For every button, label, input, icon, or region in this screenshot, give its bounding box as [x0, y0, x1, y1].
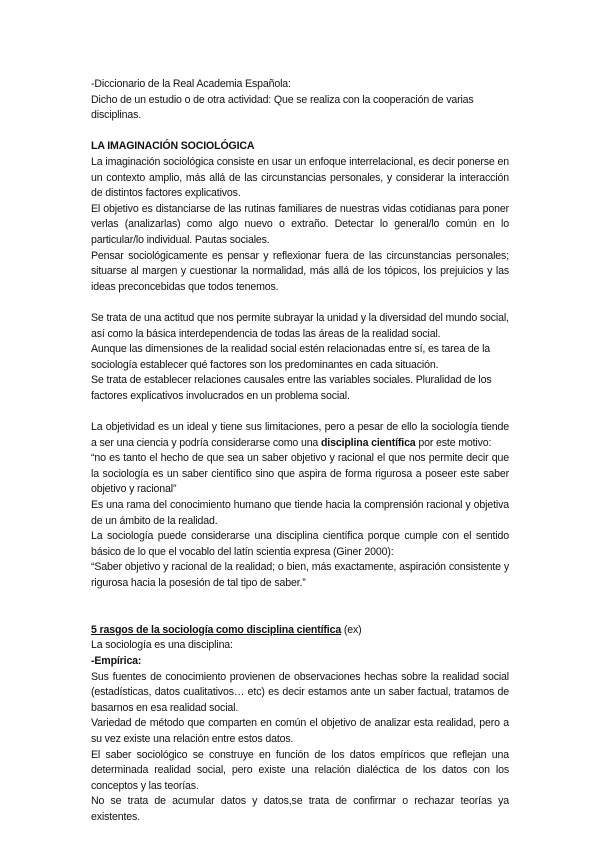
paragraph-7 — [91, 420, 509, 451]
paragraph-1: La imaginación sociológica consiste en usar un enfoque interrelacional, es decir ponerse en un contexto amplio, más allá de las circunstancias personales, y considerar la interacción de distintos factores explicativos. — [91, 155, 509, 200]
dictionary-definition: Dicho de un estudio o de otra actividad: Que se realiza con la cooperación de varias disciplinas. — [91, 93, 474, 122]
paragraph-4: Se trata de una actitud que nos permite subrayar la unidad y la diversidad del mundo social, así como la básica interdependencia de todas las áreas de la realidad social. — [91, 311, 509, 340]
paragraph-2: El objetivo es distanciarse de las rutinas familiares de nuestras vidas cotidianas para poner verlas (analizarlas) como algo nuevo o extraño. Detectar lo general/lo común en lo particular/lo individual. Pautas sociales. — [91, 202, 509, 246]
section-title-rasgos: 5 rasgos de la sociología como disciplina científica — [91, 623, 342, 636]
spacer — [91, 295, 509, 311]
spacer — [91, 592, 509, 608]
paragraph-11: Sus fuentes de conocimiento provienen de observaciones hechas sobre la realidad social (estadísticas, datos cualitativos… etc) es decir estamos ante un saber factual, tratamos de basarnos en esa realidad social. — [91, 670, 509, 714]
spacer — [91, 124, 509, 140]
dictionary-source: -Diccionario de la Real Academia Española: — [91, 78, 291, 90]
paragraph-3: Pensar sociológicamente es pensar y reflexionar fuera de las circunstancias personales; situarse al margen y cuestionar la normalidad, más allá de los tópicos, los prejuicios y las ideas preconcebidas que todos tenemos. — [91, 249, 509, 293]
spacer — [91, 607, 509, 623]
quote-2: “Saber objetivo y racional de la realidad; o bien, más exactamente, aspiración consistente y rigurosa hacia la posesión de tal tipo de saber.” — [91, 561, 509, 589]
document-body — [91, 77, 509, 826]
paragraph-14: No se trata de acumular datos y datos,se trata de confirmar o rechazar teorías ya existentes. — [91, 795, 509, 823]
paragraph-7-emphasis: disciplina científica — [320, 436, 416, 449]
spacer — [91, 404, 509, 420]
paragraph-8: Es una rama del conocimiento humano que tiende hacia la comprensión racional y objetiva de un ámbito de la realidad. — [91, 499, 509, 527]
section-title-imaginacion: LA IMAGINACIÓN SOCIOLÓGICA — [91, 140, 255, 153]
paragraph-5: Aunque las dimensiones de la realidad social estén relacionadas entre sí, es tarea de la sociología establecer qué factores son los predominantes en cada situación. — [91, 343, 491, 371]
paragraph-6: Se trata de establecer relaciones causales entre las variables sociales. Pluralidad de los factores explicativos involucrados en un problema social. — [91, 374, 492, 402]
paragraph-9: La sociología puede considerarse una disciplina científica porque cumple con el sentido básico de lo que el vocablo del latín scientia expresa (Giner 2000): — [91, 530, 509, 558]
paragraph-13: El saber sociológico se construye en función de los datos empíricos que reflejan una determinada realidad social, pero existe una relación dialéctica de los datos con los conceptos y las teorías. — [91, 748, 509, 792]
empirica-label: -Empírica: — [91, 654, 142, 667]
section-2-heading — [91, 623, 509, 639]
paragraph-12: Variedad de método que comparten en común el objetivo de analizar esta realidad, pero a su vez existe una relación entre estos datos. — [91, 717, 509, 745]
section-title-note: (ex) — [341, 623, 362, 636]
paragraph-10: La sociología es una disciplina: — [91, 639, 233, 652]
quote-1: “no es tanto el hecho de que sea un saber objetivo y racional el que nos permite decir que la sociología es un saber científico sino que aspira de forma rigurosa a poseer este saber objetivo y racional” — [91, 452, 509, 496]
paragraph-7-end: por este motivo: — [415, 436, 492, 449]
paragraph-7-start: La objetividad es un ideal y tiene sus limitaciones, pero a pesar de ello la sociología tiende a ser una ciencia y podría considerarse como una — [91, 421, 509, 449]
